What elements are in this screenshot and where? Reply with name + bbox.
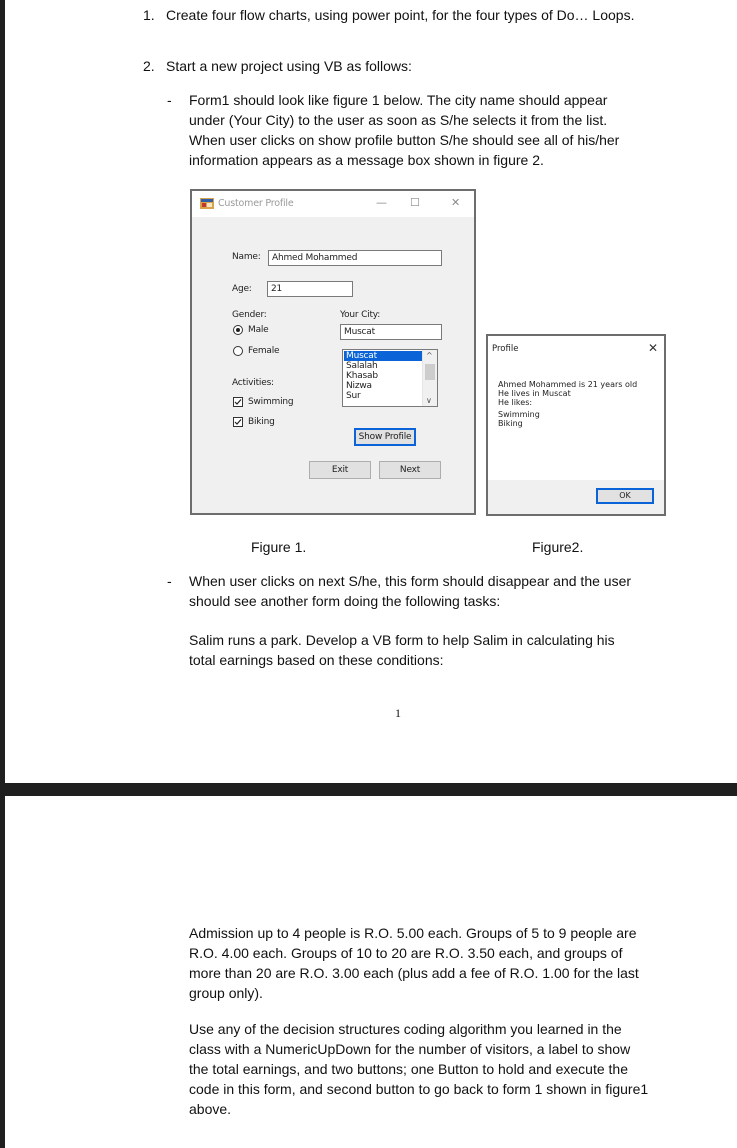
city-listbox[interactable] <box>342 349 438 407</box>
listbox-scrollbar[interactable] <box>422 350 437 406</box>
exit-button[interactable]: Exit <box>309 461 371 479</box>
ok-button[interactable]: OK <box>596 488 654 504</box>
item-1-text: Create four flow charts, using power point, for the four types of Do… Loops. <box>166 7 635 23</box>
name-label: Name: <box>232 252 261 262</box>
swimming-label: Swimming <box>248 397 294 407</box>
park-intro-paragraph <box>189 630 679 670</box>
activities-label: Activities: <box>232 378 274 388</box>
text-line: Form1 should look like figure 1 below. The city name should appear <box>189 92 608 108</box>
list-item[interactable]: Salalah <box>346 361 378 371</box>
gender-label: Gender: <box>232 310 267 320</box>
bullet-dash: - <box>167 573 172 589</box>
close-icon[interactable]: ✕ <box>647 341 658 355</box>
app-icon <box>200 198 214 209</box>
text-line: When user clicks on next S/he, this form should disappear and the user <box>189 573 632 589</box>
text-line: class with a NumericUpDown for the number of visitors, a label to show <box>189 1041 631 1057</box>
text-line: Admission up to 4 people is R.O. 5.00 each. Groups of 5 to 9 people are <box>189 925 637 941</box>
swimming-checkbox[interactable] <box>233 397 243 407</box>
male-radio-label: Male <box>248 325 269 335</box>
name-textbox[interactable]: Ahmed Mohammed <box>268 250 442 266</box>
window-title: Customer Profile <box>218 198 294 209</box>
text-line: group only). <box>189 985 263 1001</box>
message-box-footer <box>488 480 664 514</box>
list-item[interactable]: Sur <box>346 391 361 401</box>
text-line: When user clicks on show profile button S/he should see all of his/her <box>189 132 620 148</box>
checkmark-icon <box>234 418 242 426</box>
age-textbox[interactable]: 21 <box>267 281 353 297</box>
text-line: should see another form doing the following tasks: <box>189 593 501 609</box>
city-label: Your City: <box>340 310 381 320</box>
page-number: 1 <box>395 706 401 720</box>
admission-paragraph <box>189 923 671 1003</box>
female-radio-label: Female <box>248 346 280 356</box>
checkmark-icon <box>234 398 242 406</box>
instructions-paragraph <box>189 1019 671 1119</box>
chevron-down-icon[interactable]: ∨ <box>426 396 432 405</box>
bullet-1-paragraph <box>189 90 669 170</box>
figure-2-caption: Figure2. <box>532 539 584 555</box>
minimize-icon[interactable]: — <box>376 196 387 209</box>
show-profile-button[interactable]: Show Profile <box>354 428 416 446</box>
text-line: Use any of the decision structures coding algorithm you learned in the <box>189 1021 622 1037</box>
text-line: total earnings based on these conditions: <box>189 652 444 668</box>
item-number: 2. <box>143 58 155 74</box>
customer-profile-window <box>190 189 476 515</box>
city-textbox[interactable]: Muscat <box>340 324 442 340</box>
message-line: Biking <box>498 419 523 428</box>
text-line: the total earnings, and two buttons; one Button to hold and execute the <box>189 1061 628 1077</box>
bullet-dash: - <box>167 92 172 108</box>
female-radio[interactable] <box>233 346 243 356</box>
window-title-bar <box>192 191 474 217</box>
document-page-2 <box>5 796 737 1148</box>
text-line: R.O. 4.00 each. Groups of 10 to 20 are R.O. 3.50 each, and groups of <box>189 945 623 961</box>
list-item[interactable]: Muscat <box>344 351 424 361</box>
age-label: Age: <box>232 284 252 294</box>
biking-checkbox[interactable] <box>233 417 243 427</box>
text-line: more than 20 are R.O. 3.00 each (plus add a fee of R.O. 1.00 for the last <box>189 965 639 981</box>
text-line: Salim runs a park. Develop a VB form to help Salim in calculating his <box>189 632 615 648</box>
next-button[interactable]: Next <box>379 461 441 479</box>
item-2-text: Start a new project using VB as follows: <box>166 58 412 74</box>
message-box-title: Profile <box>492 344 519 354</box>
text-line: information appears as a message box shown in figure 2. <box>189 152 544 168</box>
figure-1-caption: Figure 1. <box>251 539 307 555</box>
message-line: He lives in Muscat <box>498 389 571 398</box>
maximize-icon[interactable]: ☐ <box>410 196 420 209</box>
scrollbar-thumb[interactable] <box>425 364 435 380</box>
message-line: Ahmed Mohammed is 21 years old <box>498 380 638 389</box>
text-line: above. <box>189 1101 232 1117</box>
document-page-1 <box>5 0 737 783</box>
text-line: code in this form, and second button to go back to form 1 shown in figure1 <box>189 1081 649 1097</box>
message-line: Swimming <box>498 410 540 419</box>
profile-message-box <box>486 334 666 516</box>
item-number: 1. <box>143 7 155 23</box>
male-radio[interactable] <box>233 325 243 335</box>
list-item[interactable]: Khasab <box>346 371 378 381</box>
message-line: He likes: <box>498 398 533 407</box>
close-icon[interactable]: ✕ <box>451 196 461 209</box>
list-item[interactable]: Nizwa <box>346 381 372 391</box>
text-line: under (Your City) to the user as soon as S/he selects it from the list. <box>189 112 608 128</box>
chevron-up-icon[interactable]: ^ <box>426 351 433 360</box>
biking-label: Biking <box>248 417 275 427</box>
bullet-2-paragraph <box>189 571 679 611</box>
